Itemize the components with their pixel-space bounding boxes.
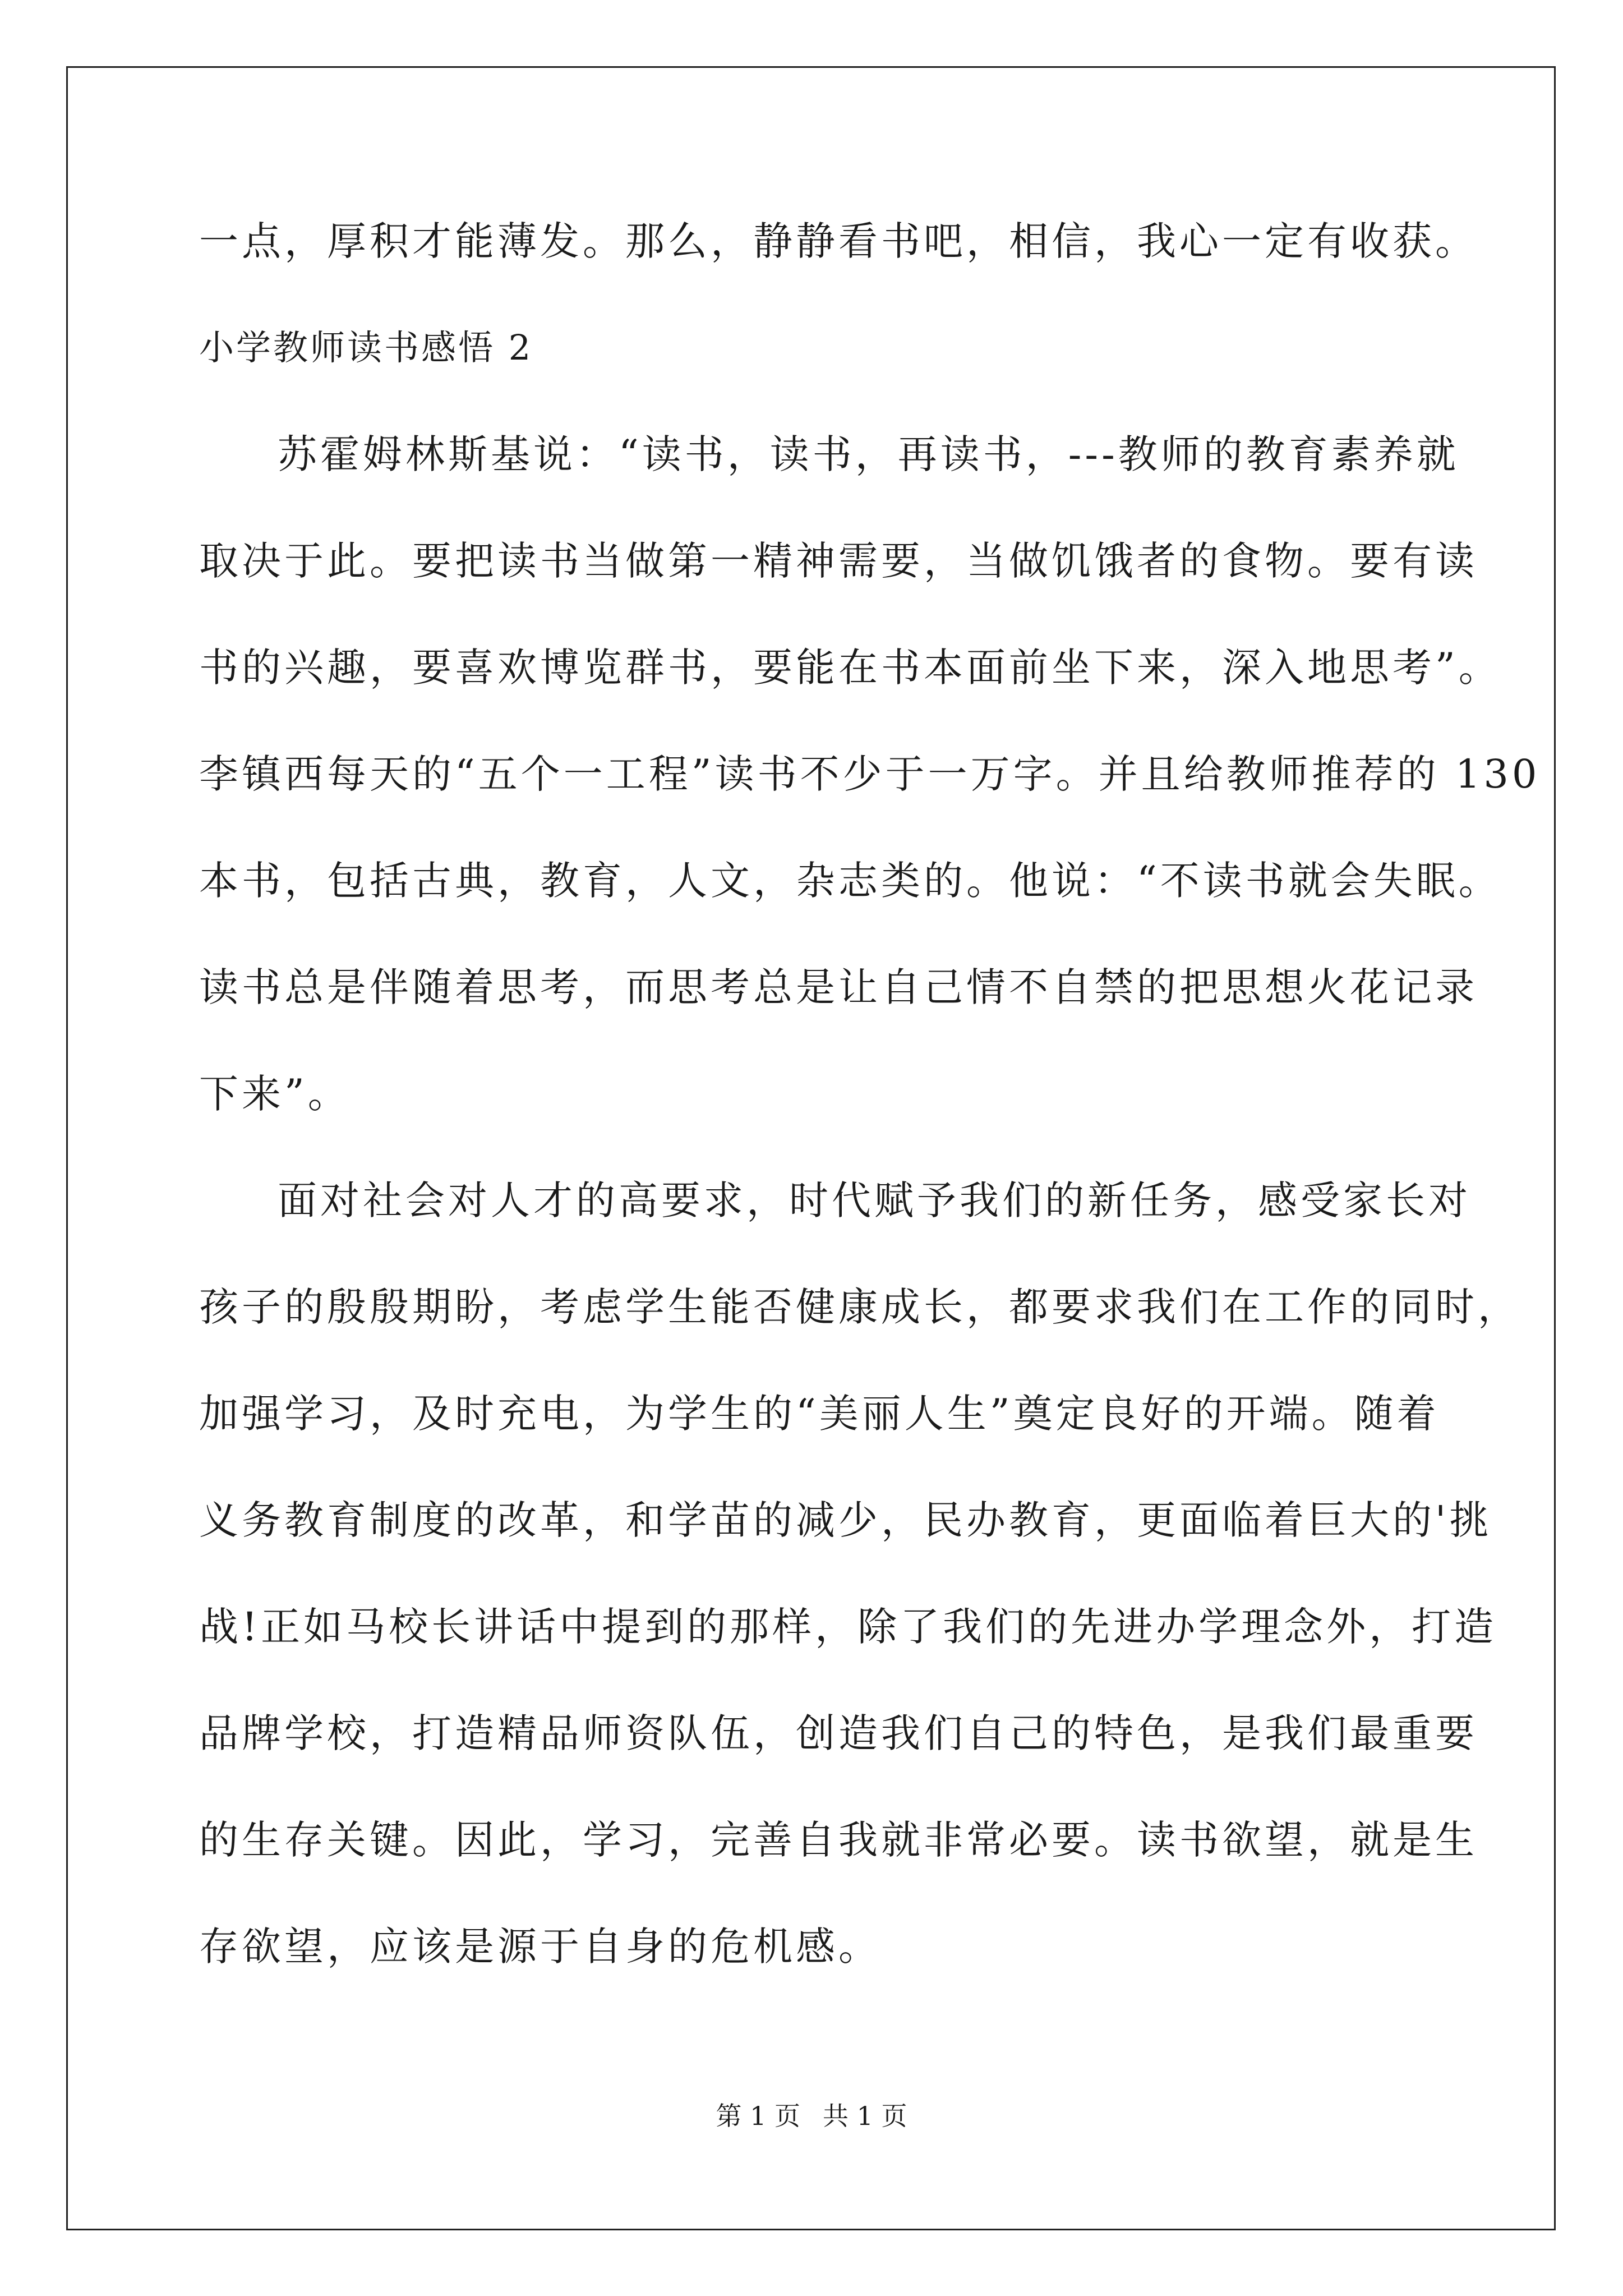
paragraph-line: 孩子的殷殷期盼，考虑学生能否健康成长，都要求我们在工作的同时， [199, 1284, 1520, 1330]
paragraph-line: 苏霍姆林斯基说：“读书，读书，再读书，---教师的教育素养就 [278, 431, 1459, 477]
paragraph-line: 面对社会对人才的高要求，时代赋予我们的新任务，感受家长对 [278, 1177, 1471, 1223]
paragraph-line: 下来”。 [199, 1071, 351, 1117]
paragraph-line: 的生存关键。因此，学习，完善自我就非常必要。读书欲望，就是生 [199, 1817, 1478, 1863]
page-number-total: 共 1 页 [823, 2101, 907, 2131]
paragraph-line: 义务教育制度的改革，和学苗的减少，民办教育，更面临着巨大的'挑 [199, 1497, 1492, 1543]
paragraph-line: 李镇西每天的“五个一工程”读书不少于一万字。并且给教师推荐的 130 [199, 751, 1541, 797]
paragraph-line: 战!正如马校长讲话中提到的那样，除了我们的先进办学理念外，打造 [199, 1604, 1497, 1650]
section-heading: 小学教师读书感悟 2 [199, 327, 533, 368]
paragraph-line: 品牌学校，打造精品师资队伍，创造我们自己的特色，是我们最重要 [199, 1710, 1478, 1756]
document-body [199, 210, 1541, 2022]
paragraph-line: 加强学习，及时充电，为学生的“美丽人生”奠定良好的开端。随着 [199, 1391, 1440, 1437]
paragraph-line: 书的兴趣，要喜欢博览群书，要能在书本面前坐下来，深入地思考”。 [199, 645, 1501, 691]
paragraph-line: 取决于此。要把读书当做第一精神需要，当做饥饿者的食物。要有读 [199, 538, 1478, 584]
page-number-current: 第 1 页 [716, 2101, 800, 2131]
paragraph-line: 存欲望，应该是源于自身的危机感。 [199, 1924, 881, 1970]
page-footer [0, 2099, 1623, 2133]
paragraph-line: 一点，厚积才能薄发。那么，静静看书吧，相信，我心一定有收获。 [199, 218, 1478, 264]
paragraph-line: 本书，包括古典，教育，人文，杂志类的。他说：“不读书就会失眠。 [199, 858, 1501, 904]
paragraph-line: 读书总是伴随着思考，而思考总是让自己情不自禁的把思想火花记录 [199, 964, 1478, 1010]
